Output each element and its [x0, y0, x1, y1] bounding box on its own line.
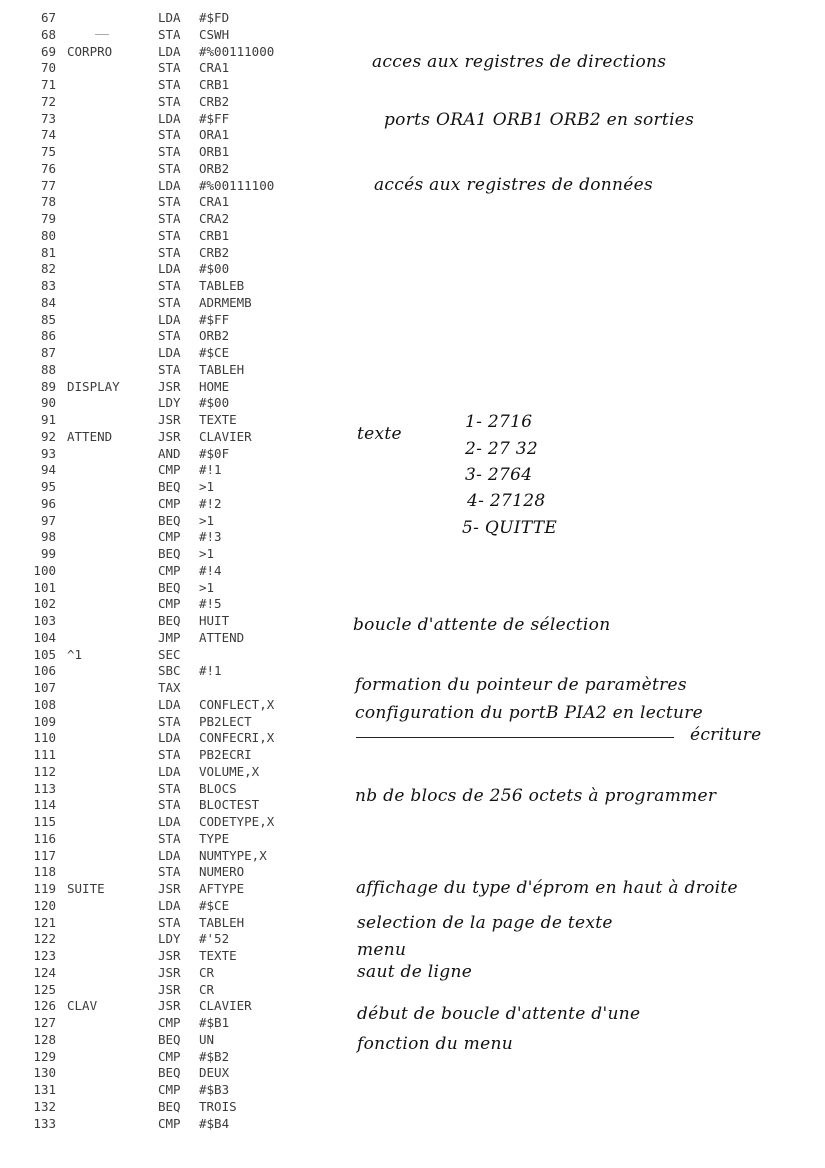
code-line: [0, 144, 340, 161]
line-number: 125: [33, 981, 56, 997]
code-line: [0, 127, 340, 144]
opcode: LDA: [158, 345, 181, 360]
opcode: BEQ: [158, 1031, 181, 1047]
line-number: 112: [33, 763, 56, 779]
operand: TABLEB: [199, 278, 245, 293]
scan-mark: [95, 34, 109, 35]
annotation-texte: texte: [357, 424, 402, 444]
line-number: 71: [40, 77, 56, 92]
opcode: CMP: [158, 529, 181, 545]
line-number: 132: [33, 1098, 56, 1114]
line-number: 126: [33, 998, 56, 1014]
operand: #$B2: [199, 1048, 230, 1064]
line-number: 115: [33, 814, 56, 829]
annotation-acces-direction: acces aux registres de directions: [372, 52, 667, 72]
code-line: [0, 1116, 340, 1133]
operand: #$00: [199, 261, 230, 277]
line-number: 97: [40, 512, 56, 528]
code-line: [0, 228, 340, 245]
operand: #!3: [199, 529, 222, 545]
opcode: AND: [158, 445, 181, 461]
line-number: 69: [40, 43, 56, 59]
annotation-debut-boucle: début de boucle d'attente d'une: [357, 1004, 641, 1024]
opcode: CMP: [158, 1048, 181, 1064]
operand: ORB2: [199, 160, 230, 176]
line-number: 101: [33, 579, 56, 595]
annotation-boucle-selection: boucle d'attente de sélection: [353, 615, 611, 635]
code-line: [0, 965, 340, 982]
annotation-fonction-menu: fonction du menu: [357, 1034, 513, 1054]
line-number: 98: [40, 529, 56, 545]
line-number: 122: [33, 931, 56, 947]
code-line: [0, 730, 340, 747]
opcode: LDA: [158, 311, 181, 327]
opcode: STA: [158, 211, 181, 226]
operand: >1: [199, 546, 215, 561]
code-line: [0, 278, 340, 295]
operand: ATTEND: [199, 629, 245, 645]
line-number: 74: [40, 127, 56, 143]
operand: TEXTE: [199, 412, 237, 427]
opcode: STA: [158, 747, 181, 762]
line-number: 72: [40, 93, 56, 109]
line-number: 100: [33, 562, 56, 578]
operand: NUMTYPE,X: [199, 847, 267, 863]
opcode: STA: [158, 780, 181, 796]
line-number: 121: [33, 914, 56, 930]
operand: #$B3: [199, 1082, 230, 1097]
code-line: [0, 412, 340, 429]
operand: CONFLECT,X: [199, 696, 275, 712]
line-number: 130: [33, 1065, 56, 1081]
line-number: 111: [33, 747, 56, 762]
line-number: 110: [33, 730, 56, 746]
operand: ORB1: [199, 144, 230, 159]
operand: TYPE: [199, 830, 230, 846]
line-number: 70: [40, 60, 56, 76]
operand: #!2: [199, 495, 222, 511]
opcode: JSR: [158, 412, 181, 427]
annotation-formation-pointeur: formation du pointeur de paramètres: [355, 675, 687, 695]
code-line: [0, 563, 340, 580]
operand: >1: [199, 479, 215, 494]
code-line: [0, 496, 340, 513]
annotation-ports-sorties: ports ORA1 ORB1 ORB2 en sorties: [384, 110, 695, 130]
opcode: STA: [158, 914, 181, 930]
opcode: BEQ: [158, 1098, 181, 1114]
operand: CR: [199, 964, 215, 980]
line-number: 106: [33, 663, 56, 679]
code-line: [0, 295, 340, 312]
opcode: JSR: [158, 964, 181, 980]
line-number: 123: [33, 948, 56, 963]
line-number: 103: [33, 613, 56, 628]
operand: TEXTE: [199, 948, 237, 963]
opcode: STA: [158, 244, 181, 260]
opcode: JSR: [158, 428, 181, 444]
code-line: [0, 781, 340, 798]
opcode: LDA: [158, 110, 181, 126]
opcode: JSR: [158, 998, 181, 1014]
code-line: [0, 714, 340, 731]
operand: #$FF: [199, 311, 230, 327]
line-number: 119: [33, 881, 56, 896]
operand: PB2LECT: [199, 713, 252, 729]
annotation-acces-donnees: accés aux registres de données: [374, 175, 654, 195]
operand: BLOCS: [199, 780, 237, 796]
operand: CRB1: [199, 227, 230, 243]
operand: #!1: [199, 663, 222, 679]
code-line: [0, 211, 340, 228]
operand: #$FD: [199, 10, 230, 25]
code-line: [0, 27, 340, 44]
opcode: LDY: [158, 395, 181, 411]
operand: CRA1: [199, 194, 230, 210]
opcode: STA: [158, 194, 181, 210]
code-line: [0, 647, 340, 664]
operand: ORA1: [199, 127, 230, 143]
operand: CSWH: [199, 26, 230, 42]
code-line: [0, 362, 340, 379]
code-label: CLAV: [67, 998, 98, 1014]
code-line: [0, 446, 340, 463]
code-line: [0, 864, 340, 881]
opcode: STA: [158, 127, 181, 143]
operand: CLAVIER: [199, 998, 252, 1014]
opcode: JSR: [158, 378, 181, 394]
operand: CRB2: [199, 244, 230, 260]
operand: #$FF: [199, 110, 230, 126]
code-line: [0, 1082, 340, 1099]
opcode: LDA: [158, 261, 181, 277]
line-number: 75: [40, 144, 56, 159]
line-number: 83: [40, 278, 56, 293]
code-line: [0, 998, 340, 1015]
line-number: 124: [33, 964, 56, 980]
opcode: BEQ: [158, 1065, 181, 1081]
line-number: 89: [40, 378, 56, 394]
operand: #$B1: [199, 1015, 230, 1030]
menu-option-3: 3- 2764: [465, 465, 533, 485]
opcode: STA: [158, 864, 181, 880]
line-number: 68: [40, 26, 56, 42]
operand: CLAVIER: [199, 428, 252, 444]
line-number: 96: [40, 495, 56, 511]
code-line: [0, 379, 340, 396]
line-number: 73: [40, 110, 56, 126]
operand: HUIT: [199, 613, 230, 628]
assembly-listing: [0, 10, 340, 1132]
operand: #$00: [199, 395, 230, 411]
operand: CRA2: [199, 211, 230, 226]
opcode: LDA: [158, 897, 181, 913]
code-line: [0, 429, 340, 446]
code-line: [0, 848, 340, 865]
code-line: [0, 1065, 340, 1082]
opcode: BEQ: [158, 546, 181, 561]
operand: #%00111100: [199, 177, 275, 193]
code-line: [0, 345, 340, 362]
menu-option-1: 1- 2716: [465, 412, 533, 432]
line-number: 92: [40, 428, 56, 444]
opcode: STA: [158, 328, 181, 344]
operand: BLOCTEST: [199, 797, 260, 813]
code-label: SUITE: [67, 881, 105, 896]
opcode: STA: [158, 26, 181, 42]
line-number: 104: [33, 629, 56, 645]
line-number: 86: [40, 328, 56, 344]
annotation-configuration-port: configuration du portB PIA2 en lecture: [355, 703, 704, 723]
code-line: [0, 178, 340, 195]
opcode: LDA: [158, 696, 181, 712]
code-line: [0, 764, 340, 781]
code-label: ATTEND: [67, 428, 113, 444]
code-line: [0, 1099, 340, 1116]
code-line: [0, 680, 340, 697]
opcode: STA: [158, 361, 181, 377]
line-number: 80: [40, 227, 56, 243]
operand: VOLUME,X: [199, 763, 260, 779]
opcode: JSR: [158, 881, 181, 896]
code-line: [0, 948, 340, 965]
opcode: LDA: [158, 847, 181, 863]
opcode: BEQ: [158, 579, 181, 595]
line-number: 113: [33, 780, 56, 796]
line-number: 88: [40, 361, 56, 377]
opcode: STA: [158, 797, 181, 813]
opcode: LDA: [158, 43, 181, 59]
annotation-saut-ligne: saut de ligne: [357, 962, 473, 982]
code-line: [0, 613, 340, 630]
menu-option-5: 5- QUITTE: [462, 518, 558, 538]
line-number: 109: [33, 713, 56, 729]
operand: #'52: [199, 931, 230, 947]
code-line: [0, 77, 340, 94]
opcode: LDA: [158, 814, 181, 829]
code-line: [0, 898, 340, 915]
opcode: LDA: [158, 763, 181, 779]
line-number: 79: [40, 211, 56, 226]
code-label: CORPRO: [67, 43, 113, 59]
operand: #$0F: [199, 445, 230, 461]
operand: #$CE: [199, 345, 230, 360]
code-line: [0, 60, 340, 77]
line-number: 133: [33, 1115, 56, 1131]
annotation-ecriture: écriture: [690, 725, 762, 745]
line-number: 127: [33, 1015, 56, 1030]
code-line: [0, 596, 340, 613]
operand: DEUX: [199, 1065, 230, 1081]
line-number: 102: [33, 596, 56, 612]
opcode: STA: [158, 160, 181, 176]
code-line: [0, 312, 340, 329]
line-number: 87: [40, 345, 56, 360]
annotation-menu: menu: [357, 940, 407, 960]
opcode: LDY: [158, 931, 181, 947]
opcode: CMP: [158, 1115, 181, 1131]
operand: NUMERO: [199, 864, 245, 880]
line-number: 76: [40, 160, 56, 176]
operand: #$CE: [199, 897, 230, 913]
code-line: [0, 915, 340, 932]
operand: ORB2: [199, 328, 230, 344]
operand: PB2ECRI: [199, 747, 252, 762]
operand: CRB1: [199, 77, 230, 92]
annotation-affichage-type: affichage du type d'éprom en haut à droite: [356, 878, 738, 898]
line-number: 78: [40, 194, 56, 210]
line-number: 81: [40, 244, 56, 260]
code-line: [0, 529, 340, 546]
opcode: STA: [158, 294, 181, 310]
operand: >1: [199, 579, 215, 595]
code-line: [0, 513, 340, 530]
operand: #$B4: [199, 1115, 230, 1131]
opcode: STA: [158, 830, 181, 846]
line-number: 131: [33, 1082, 56, 1097]
line-number: 99: [40, 546, 56, 561]
opcode: SEC: [158, 646, 181, 662]
line-number: 120: [33, 897, 56, 913]
operand: #%00111000: [199, 43, 275, 59]
opcode: STA: [158, 93, 181, 109]
menu-option-4: 4- 27128: [467, 491, 546, 511]
operand: #!4: [199, 562, 222, 578]
code-line: [0, 1049, 340, 1066]
opcode: CMP: [158, 1082, 181, 1097]
code-line: [0, 328, 340, 345]
code-line: [0, 697, 340, 714]
line-number: 85: [40, 311, 56, 327]
operand: #!1: [199, 462, 222, 478]
opcode: STA: [158, 144, 181, 159]
code-line: [0, 814, 340, 831]
code-line: [0, 395, 340, 412]
line-number: 91: [40, 412, 56, 427]
code-line: [0, 1032, 340, 1049]
line-number: 82: [40, 261, 56, 277]
opcode: BEQ: [158, 512, 181, 528]
opcode: LDA: [158, 10, 181, 25]
code-line: [0, 797, 340, 814]
operand: >1: [199, 512, 215, 528]
operand: CODETYPE,X: [199, 814, 275, 829]
line-number: 108: [33, 696, 56, 712]
opcode: JMP: [158, 629, 181, 645]
opcode: SBC: [158, 663, 181, 679]
opcode: CMP: [158, 596, 181, 612]
code-line: [0, 245, 340, 262]
operand: CRA1: [199, 60, 230, 76]
line-number: 117: [33, 847, 56, 863]
code-line: [0, 10, 340, 27]
annotation-selection-page: selection de la page de texte: [357, 913, 613, 933]
line-number: 114: [33, 797, 56, 813]
opcode: STA: [158, 227, 181, 243]
opcode: STA: [158, 713, 181, 729]
opcode: STA: [158, 77, 181, 92]
code-line: [0, 747, 340, 764]
operand: TABLEH: [199, 914, 245, 930]
line-number: 129: [33, 1048, 56, 1064]
code-line: [0, 663, 340, 680]
code-line: [0, 94, 340, 111]
line-number: 77: [40, 177, 56, 193]
line-number: 118: [33, 864, 56, 880]
code-line: [0, 982, 340, 999]
opcode: BEQ: [158, 613, 181, 628]
code-line: [0, 161, 340, 178]
opcode: CMP: [158, 1015, 181, 1030]
code-line: [0, 462, 340, 479]
line-number: 116: [33, 830, 56, 846]
annotation-nb-blocs: nb de blocs de 256 octets à programmer: [355, 786, 717, 806]
opcode: TAX: [158, 680, 181, 695]
code-line: [0, 1015, 340, 1032]
line-number: 67: [40, 10, 56, 25]
code-label: ^1: [67, 646, 83, 662]
opcode: STA: [158, 278, 181, 293]
line-number: 94: [40, 462, 56, 478]
code-line: [0, 881, 340, 898]
line-number: 93: [40, 445, 56, 461]
opcode: CMP: [158, 562, 181, 578]
line-number: 128: [33, 1031, 56, 1047]
line-number: 105: [33, 646, 56, 662]
opcode: CMP: [158, 495, 181, 511]
operand: TROIS: [199, 1098, 237, 1114]
code-line: [0, 931, 340, 948]
opcode: CMP: [158, 462, 181, 478]
operand: CONFECRI,X: [199, 730, 275, 746]
code-label: DISPLAY: [67, 378, 120, 394]
opcode: JSR: [158, 981, 181, 997]
operand: CRB2: [199, 93, 230, 109]
line-number: 95: [40, 479, 56, 494]
code-line: [0, 111, 340, 128]
code-line: [0, 44, 340, 61]
annotation-underline: [356, 737, 674, 738]
operand: #!5: [199, 596, 222, 612]
opcode: STA: [158, 60, 181, 76]
code-line: [0, 479, 340, 496]
code-line: [0, 546, 340, 563]
operand: HOME: [199, 378, 230, 394]
line-number: 90: [40, 395, 56, 411]
operand: ADRMEMB: [199, 294, 252, 310]
operand: TABLEH: [199, 361, 245, 377]
operand: AFTYPE: [199, 881, 245, 896]
code-line: [0, 831, 340, 848]
operand: CR: [199, 981, 215, 997]
opcode: JSR: [158, 948, 181, 963]
line-number: 84: [40, 294, 56, 310]
line-number: 107: [33, 680, 56, 695]
opcode: LDA: [158, 177, 181, 193]
menu-option-2: 2- 27 32: [465, 439, 539, 459]
code-line: [0, 194, 340, 211]
code-line: [0, 261, 340, 278]
code-line: [0, 580, 340, 597]
code-line: [0, 630, 340, 647]
opcode: LDA: [158, 730, 181, 746]
operand: UN: [199, 1031, 215, 1047]
opcode: BEQ: [158, 479, 181, 494]
